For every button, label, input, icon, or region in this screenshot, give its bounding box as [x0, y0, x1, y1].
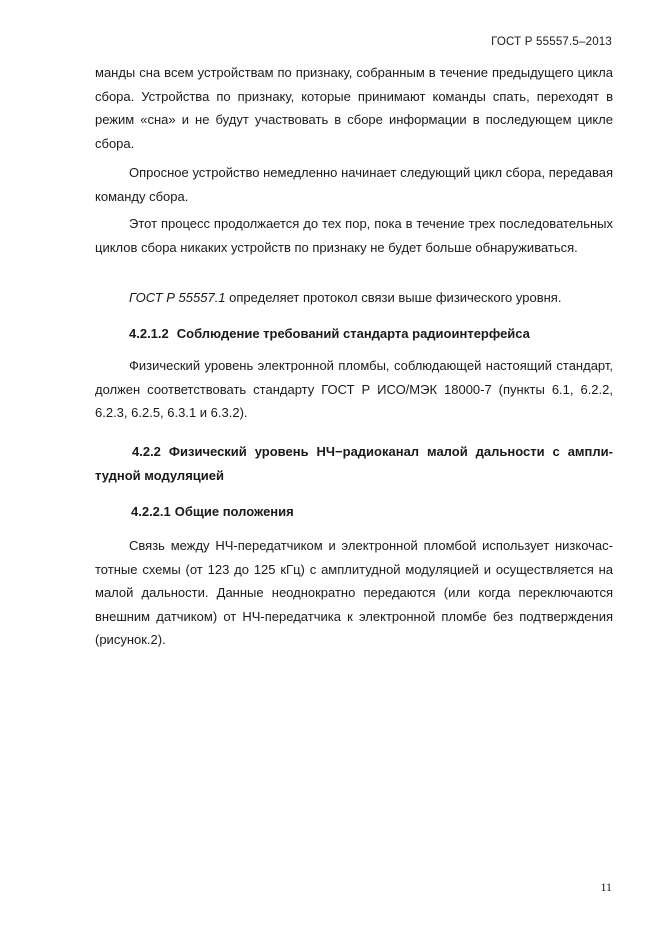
paragraph-protocol-reference [95, 286, 613, 310]
section-heading-4-2-2-1 [131, 500, 294, 524]
paragraph-protocol-text: определяет протокол связи выше физического уровня. [225, 290, 562, 305]
section-number: 4.2.1.2 [129, 326, 169, 341]
paragraph-process-continues: Этот процесс продолжается до тех пор, пока в течение трех последовательных циклов сбора никаких устройств по признаку не будет больше обнаруживаться. [95, 216, 613, 255]
section-title: Общие положения [174, 504, 294, 519]
paragraph-next-cycle: Опросное устройство немедленно начинает следующий цикл сбора, передавая команду сбора. [95, 165, 613, 204]
section-heading-4-2-2 [95, 440, 613, 487]
section-number: 4.2.2.1 [131, 504, 171, 519]
document-header: ГОСТ Р 55557.5–2013 [491, 36, 612, 48]
section-title: Соблюдение требований стандарта радиоинтерфейса [176, 326, 530, 341]
paragraph-lf-communication: Связь между НЧ-передатчиком и электронной пломбой использует низкочастотные схемы (от 123 до 125 кГц) с амплитудной модуляцией и осуществляется на малой дальности. Данные неоднократно передаются (или когда переключаются внешним датчиком) от НЧ-передатчика к электронной пломбе без подтверждения (рисунок.2). [95, 538, 613, 647]
section-title: Физический уровень НЧ−радиоканал малой дальности с амплитудной модуляцией [95, 444, 613, 483]
page-number: 11 [600, 880, 612, 894]
section-number: 4.2.2 [132, 444, 161, 459]
paragraph-sleep-command: манды сна всем устройствам по признаку, собранным в течение предыдущего цикла сбора. Устройства по признаку, которые принимают команды спать, переходят в режим «сна» и не будут участвовать в сборе информации в последующем цикле сбора. [95, 65, 613, 151]
section-heading-4-2-1-2 [129, 322, 530, 346]
paragraph-physical-layer: Физический уровень электронной пломбы, соблюдающей настоящий стандарт, должен соответствовать стандарту ГОСТ Р ИСО/МЭК 18000-7 (пункты 6.1, 6.2.2, 6.2.3, 6.2.5, 6.3.1 и 6.3.2). [95, 358, 613, 420]
gost-reference: ГОСТ Р 55557.1 [129, 290, 226, 305]
